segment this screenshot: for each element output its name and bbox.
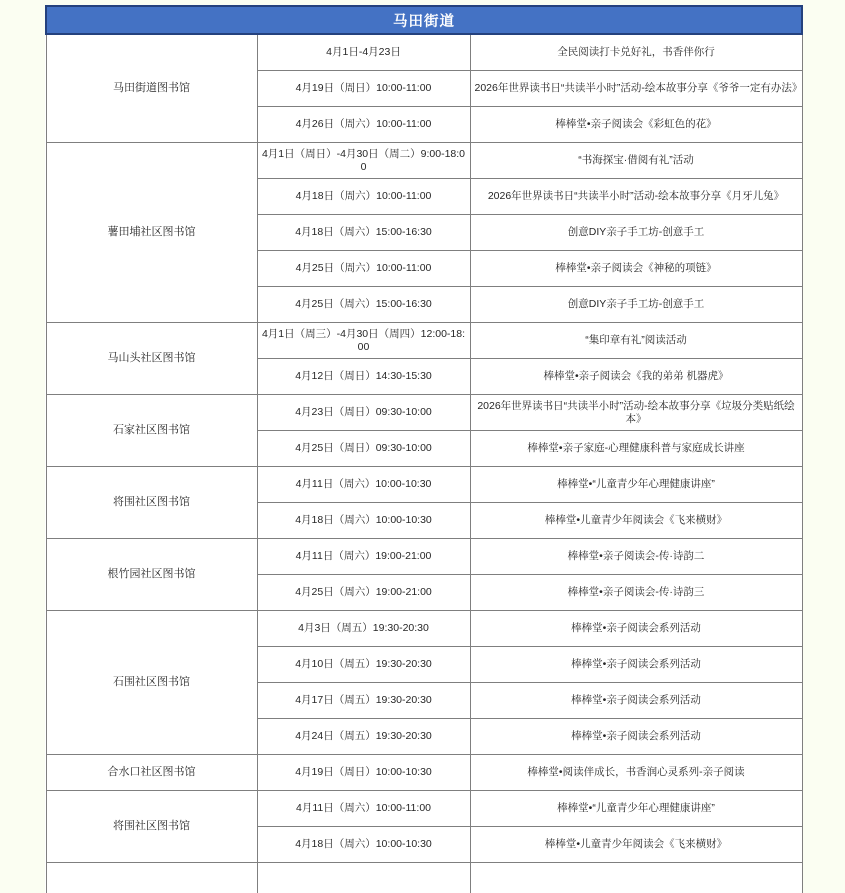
event-time-cell: 4月18日（周六）10:00-10:30	[257, 827, 470, 863]
event-time-cell: 4月17日（周五）19:30-20:30	[257, 683, 470, 719]
event-row	[46, 395, 802, 431]
event-row	[46, 791, 802, 827]
event-row	[46, 755, 802, 791]
street-title: 马田街道	[46, 6, 802, 34]
events-schedule	[45, 5, 801, 893]
partial-next-row	[46, 863, 802, 893]
event-time-cell: 4月10日（周五）19:30-20:30	[257, 647, 470, 683]
event-activity-cell: 全民阅读打卡兑好礼，书香伴你行	[470, 34, 802, 71]
library-events-table	[45, 5, 803, 893]
event-time-cell: 4月19日（周日）10:00-10:30	[257, 755, 470, 791]
library-name-cell	[46, 863, 257, 893]
event-activity-cell: 2026年世界读书日“共读半小时”活动-绘本故事分享《月牙儿兔》	[470, 179, 802, 215]
library-name-cell: 将围社区图书馆	[46, 791, 257, 863]
event-time-cell: 4月25日（周日）09:30-10:00	[257, 431, 470, 467]
event-time-cell: 4月23日（周日）09:30-10:00	[257, 395, 470, 431]
library-name-cell: 薯田埔社区图书馆	[46, 143, 257, 323]
event-time-cell: 4月1日-4月23日	[257, 34, 470, 71]
event-activity-cell	[470, 863, 802, 893]
event-time-cell: 4月11日（周六）19:00-21:00	[257, 539, 470, 575]
event-activity-cell: 棒棒堂•亲子阅读会《神秘的项链》	[470, 251, 802, 287]
event-activity-cell: 棒棒堂•儿童青少年阅读会《飞来横财》	[470, 503, 802, 539]
event-activity-cell: 棒棒堂•儿童青少年阅读会《飞来横财》	[470, 827, 802, 863]
event-row	[46, 323, 802, 359]
event-row	[46, 539, 802, 575]
event-activity-cell: 棒棒堂•亲子家庭-心理健康科普与家庭成长讲座	[470, 431, 802, 467]
event-activity-cell: 2026年世界读书日“共读半小时”活动-绘本故事分享《爷爷一定有办法》	[470, 71, 802, 107]
library-name-cell: 将围社区图书馆	[46, 467, 257, 539]
event-time-cell: 4月19日（周日）10:00-11:00	[257, 71, 470, 107]
library-name-cell: 马山头社区图书馆	[46, 323, 257, 395]
event-activity-cell: 创意DIY亲子手工坊-创意手工	[470, 215, 802, 251]
event-row	[46, 467, 802, 503]
library-name-cell: 根竹园社区图书馆	[46, 539, 257, 611]
event-activity-cell: 棒棒堂•亲子阅读会《我的弟弟 机器虎》	[470, 359, 802, 395]
event-activity-cell: 棒棒堂•亲子阅读会《彩虹色的花》	[470, 107, 802, 143]
library-name-cell: 马田街道图书馆	[46, 34, 257, 143]
event-time-cell	[257, 863, 470, 893]
event-row	[46, 34, 802, 71]
event-time-cell: 4月11日（周六）10:00-11:00	[257, 791, 470, 827]
event-activity-cell: 棒棒堂•阅读伴成长，书香润心灵系列-亲子阅读	[470, 755, 802, 791]
event-time-cell: 4月1日（周三）-4月30日（周四）12:00-18:00	[257, 323, 470, 359]
event-activity-cell: “集印章有礼”阅读活动	[470, 323, 802, 359]
event-time-cell: 4月1日（周日）-4月30日（周二）9:00-18:00	[257, 143, 470, 179]
event-time-cell: 4月25日（周六）19:00-21:00	[257, 575, 470, 611]
library-name-cell: 石围社区图书馆	[46, 611, 257, 755]
event-time-cell: 4月12日（周日）14:30-15:30	[257, 359, 470, 395]
event-activity-cell: 棒棒堂•亲子阅读会-传·诗韵二	[470, 539, 802, 575]
event-activity-cell: 棒棒堂•亲子阅读会系列活动	[470, 683, 802, 719]
event-activity-cell: 棒棒堂•“儿童青少年心理健康讲座”	[470, 467, 802, 503]
event-row	[46, 611, 802, 647]
library-name-cell: 石家社区图书馆	[46, 395, 257, 467]
event-time-cell: 4月18日（周六）10:00-10:30	[257, 503, 470, 539]
table-header-row	[46, 6, 802, 34]
event-time-cell: 4月26日（周六）10:00-11:00	[257, 107, 470, 143]
event-time-cell: 4月18日（周六）15:00-16:30	[257, 215, 470, 251]
event-time-cell: 4月11日（周六）10:00-10:30	[257, 467, 470, 503]
event-time-cell: 4月18日（周六）10:00-11:00	[257, 179, 470, 215]
event-time-cell: 4月3日（周五）19:30-20:30	[257, 611, 470, 647]
event-activity-cell: 棒棒堂•亲子阅读会-传·诗韵三	[470, 575, 802, 611]
event-activity-cell: “书海探宝·借阅有礼”活动	[470, 143, 802, 179]
event-activity-cell: 2026年世界读书日“共读半小时”活动-绘本故事分享《垃圾分类贴纸绘本》	[470, 395, 802, 431]
event-time-cell: 4月24日（周五）19:30-20:30	[257, 719, 470, 755]
event-activity-cell: 棒棒堂•“儿童青少年心理健康讲座”	[470, 791, 802, 827]
event-time-cell: 4月25日（周六）10:00-11:00	[257, 251, 470, 287]
library-name-cell: 合水口社区图书馆	[46, 755, 257, 791]
event-row	[46, 143, 802, 179]
event-activity-cell: 创意DIY亲子手工坊-创意手工	[470, 287, 802, 323]
event-activity-cell: 棒棒堂•亲子阅读会系列活动	[470, 647, 802, 683]
event-activity-cell: 棒棒堂•亲子阅读会系列活动	[470, 719, 802, 755]
event-activity-cell: 棒棒堂•亲子阅读会系列活动	[470, 611, 802, 647]
event-time-cell: 4月25日（周六）15:00-16:30	[257, 287, 470, 323]
